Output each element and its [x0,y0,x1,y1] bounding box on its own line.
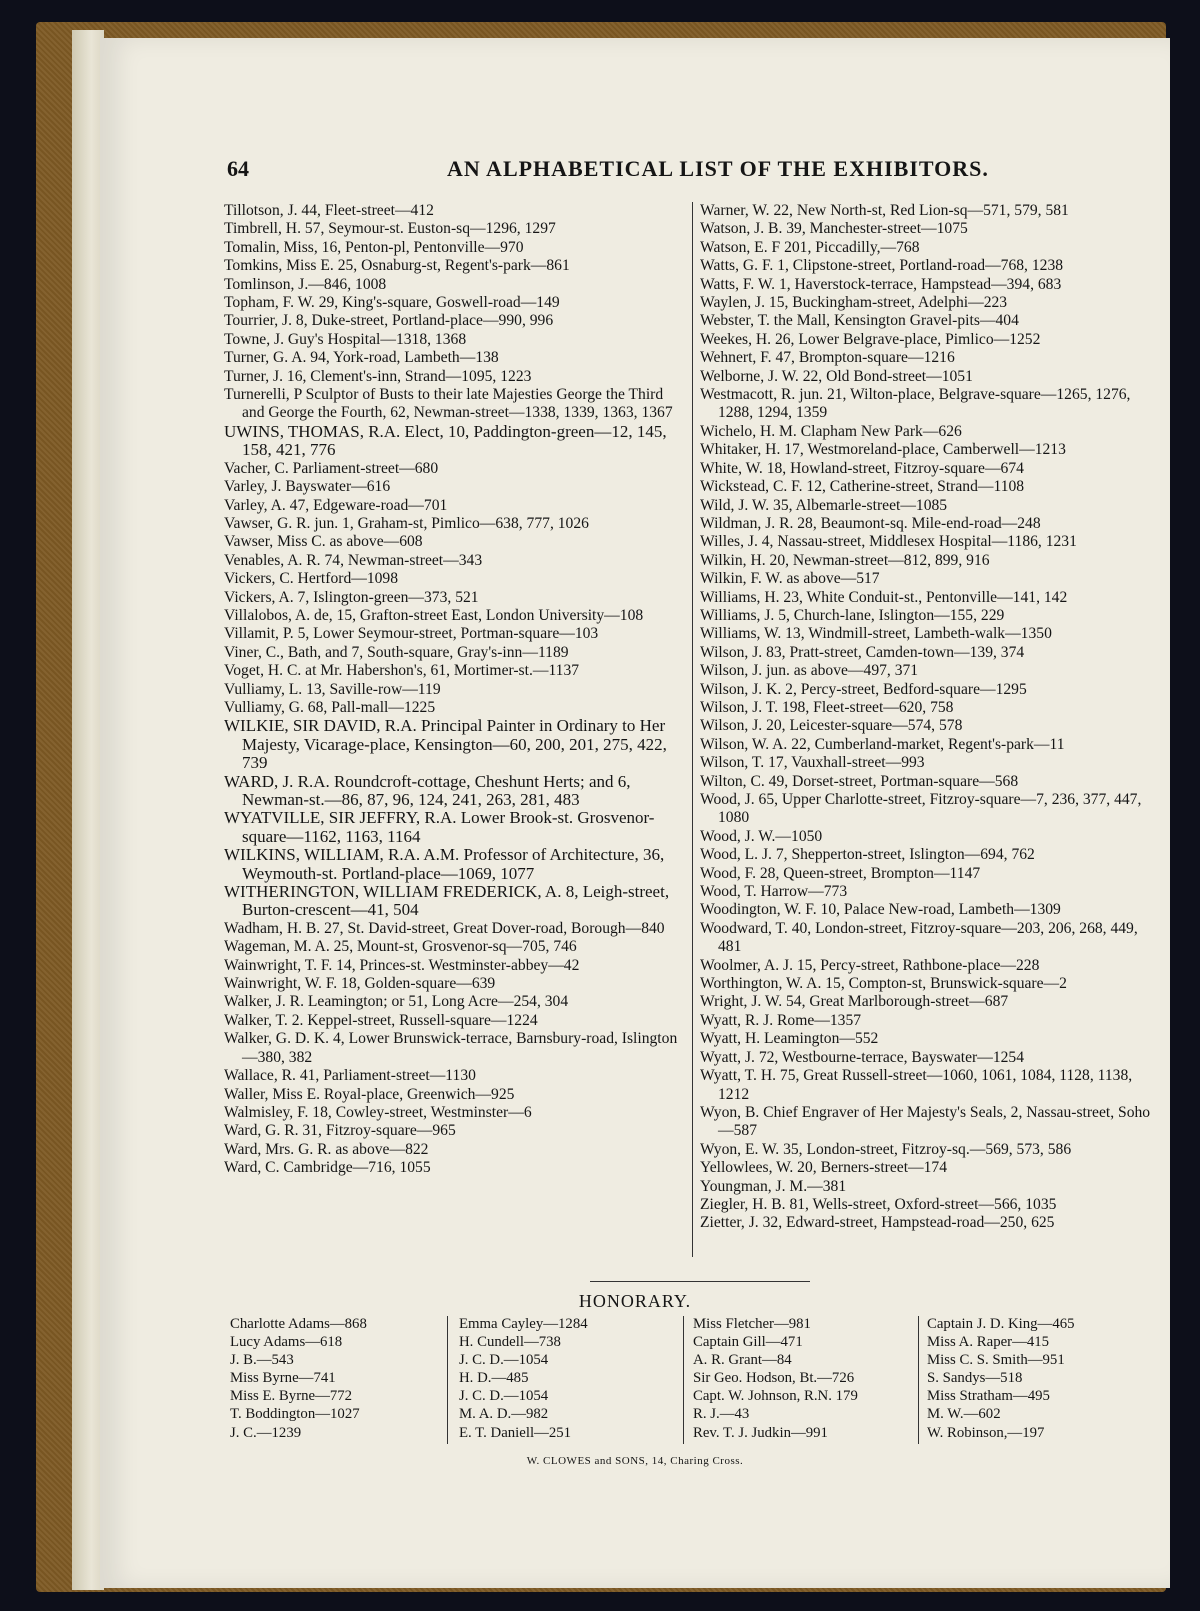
exhibitor-entry: Walker, G. D. K. 4, Lower Brunswick-terrace, Barnsbury-road, Islington—380, 382 [224,1030,678,1066]
exhibitor-entry: UWINS, THOMAS, R.A. Elect, 10, Paddington-green—12, 145, 158, 421, 776 [224,421,667,460]
exhibitor-entry: Wilson, W. A. 22, Cumberland-market, Regent's-park—11 [700,735,1065,753]
exhibitor-entry: Varley, J. Bayswater—616 [224,478,391,496]
exhibitor-entry: Wadham, H. B. 27, St. David-street, Great Dover-road, Borough—840 [224,919,665,937]
exhibitor-entry: Towne, J. Guy's Hospital—1318, 1368 [224,330,467,348]
exhibitor-entry: Walker, T. 2. Keppel-street, Russell-square—1224 [224,1011,538,1029]
exhibitor-entry: Wehnert, F. 47, Brompton-square—1216 [700,349,955,367]
exhibitor-entry: WILKIE, SIR DAVID, R.A. Principal Painter in Ordinary to Her Majesty, Vicarage-place, Kensington—60, 200, 201, 275, 422, 739 [224,716,667,773]
exhibitor-entry: Varley, A. 47, Edgeware-road—701 [224,496,448,514]
exhibitor-entry: White, W. 18, Howland-street, Fitzroy-square—674 [700,459,1024,477]
exhibitor-entry: Warner, W. 22, New North-st, Red Lion-sq—571, 579, 581 [700,202,1069,219]
exhibitor-entry: Wilson, J. jun. as above—497, 371 [700,662,919,680]
exhibitor-entry: Wageman, M. A. 25, Mount-st, Grosvenor-sq—705, 746 [224,938,577,956]
honorary-column-1 [230,1315,445,1442]
exhibitor-entry: Watts, F. W. 1, Haverstock-terrace, Hampstead—394, 683 [700,275,1062,293]
honorary-column-4 [927,1315,1152,1442]
honorary-divider [918,1316,919,1444]
exhibitor-entry: Whitaker, H. 17, Westmoreland-place, Camberwell—1213 [700,441,1066,459]
exhibitor-entry: Tomalin, Miss, 16, Penton-pl, Pentonville—970 [224,238,524,256]
exhibitor-entry: Vickers, C. Hertford—1098 [224,570,399,588]
honorary-entry: Capt. W. Johnson, R.N. 179 [693,1388,858,1405]
exhibitor-entry: Westmacott, R. jun. 21, Wilton-place, Belgrave-square—1265, 1276, 1288, 1294, 1359 [700,386,1131,422]
exhibitor-entry: Wyatt, J. 72, Westbourne-terrace, Bayswater—1254 [700,1048,1025,1066]
exhibitor-entry: Welborne, J. W. 22, Old Bond-street—1051 [700,367,973,385]
page-number: 64 [227,156,249,181]
section-rule [590,1281,810,1282]
honorary-entry: Miss A. Raper—415 [927,1334,1050,1351]
honorary-entry: Captain J. D. King—465 [927,1316,1075,1332]
exhibitor-entry: Wyatt, T. H. 75, Great Russell-street—1060, 1061, 1084, 1128, 1138, 1212 [700,1067,1133,1103]
exhibitor-entry: Wilkin, F. W. as above—517 [700,570,880,588]
exhibitor-entry: WYATVILLE, SIR JEFFRY, R.A. Lower Brook-st. Grosvenor-square—1162, 1163, 1164 [224,808,655,846]
honorary-divider [683,1316,684,1444]
exhibitor-entry: Villalobos, A. de, 15, Grafton-street East, London University—108 [224,606,644,624]
honorary-column-2 [459,1315,684,1442]
exhibitor-entry: Woodington, W. F. 10, Palace New-road, Lambeth—1309 [700,901,1061,919]
honorary-entry: Emma Cayley—1284 [459,1316,588,1332]
exhibitor-entry: Worthington, W. A. 15, Compton-st, Brunswick-square—2 [700,975,1067,993]
honorary-entry: T. Boddington—1027 [230,1406,360,1423]
page-header [227,156,1087,188]
exhibitor-entry: Watts, G. F. 1, Clipstone-street, Portland-road—768, 1238 [700,257,1064,275]
honorary-entry: H. D.—485 [459,1370,529,1387]
honorary-entry: Miss C. S. Smith—951 [927,1352,1065,1369]
exhibitor-entry: Wood, J. W.—1050 [700,827,823,845]
exhibitor-entry: Turner, J. 16, Clement's-inn, Strand—1095, 1223 [224,367,532,385]
exhibitor-entry: Wilkin, H. 20, Newman-street—812, 899, 916 [700,551,990,569]
exhibitor-entry: Tomlinson, J.—846, 1008 [224,275,387,293]
exhibitor-entry: Turner, G. A. 94, York-road, Lambeth—138 [224,349,499,367]
honorary-entry: M. W.—602 [927,1406,1001,1423]
exhibitor-entry: Wichelo, H. M. Clapham New Park—626 [700,422,962,440]
honorary-entry: Rev. T. J. Judkin—991 [693,1424,828,1441]
exhibitor-entry: Yellowlees, W. 20, Berners-street—174 [700,1159,948,1177]
exhibitor-entry: Watson, J. B. 39, Manchester-street—1075 [700,220,968,238]
exhibitor-entry: Wilson, J. 20, Leicester-square—574, 578 [700,717,963,735]
exhibitor-entry: Vickers, A. 7, Islington-green—373, 521 [224,588,479,606]
exhibitor-entry: Venables, A. R. 74, Newman-street—343 [224,551,483,569]
exhibitor-entry: Williams, H. 23, White Conduit-st., Pentonville—141, 142 [700,588,1068,606]
exhibitor-entry: Wood, F. 28, Queen-street, Brompton—1147 [700,864,981,882]
exhibitor-entry: WARD, J. R.A. Roundcroft-cottage, Cheshunt Herts; and 6, Newman-st.—86, 87, 96, 124, 241, 263, 281, 483 [224,771,631,809]
honorary-entry: Miss Fletcher—981 [693,1316,811,1332]
honorary-entry: Captain Gill—471 [693,1334,803,1351]
honorary-entry: J. C. D.—1054 [459,1352,549,1369]
exhibitor-entry: Wood, J. 65, Upper Charlotte-street, Fitzroy-square—7, 236, 377, 447, 1080 [700,791,1142,827]
exhibitor-entry: Wyatt, R. J. Rome—1357 [700,1011,862,1029]
exhibitor-entry: Waylen, J. 15, Buckingham-street, Adelphi—223 [700,294,1008,312]
honorary-entry: Miss E. Byrne—772 [230,1388,353,1405]
exhibitor-entry: Voget, H. C. at Mr. Habershon's, 61, Mortimer-st.—1137 [224,662,580,680]
honorary-entry: H. Cundell—738 [459,1334,561,1351]
exhibitor-entry: Vawser, Miss C. as above—608 [224,533,423,551]
exhibitor-entry: Villamit, P. 5, Lower Seymour-street, Portman-square—103 [224,625,599,643]
exhibitor-entry: Williams, J. 5, Church-lane, Islington—155, 229 [700,606,1005,624]
exhibitor-entry: Wright, J. W. 54, Great Marlborough-street—687 [700,993,1009,1011]
running-title: AN ALPHABETICAL LIST OF THE EXHIBITORS. [447,156,989,181]
exhibitor-entry: Vulliamy, G. 68, Pall-mall—1225 [224,698,436,716]
honorary-entry: J. C. D.—1054 [459,1388,549,1405]
exhibitor-entry: Ziegler, H. B. 81, Wells-street, Oxford-street—566, 1035 [700,1195,1057,1213]
exhibitor-entry: Wyon, E. W. 35, London-street, Fitzroy-sq.—569, 573, 586 [700,1140,1072,1158]
exhibitor-entry: Wood, L. J. 7, Shepperton-street, Islington—694, 762 [700,846,1035,864]
honorary-divider [447,1316,448,1444]
honorary-entry: J. B.—543 [230,1352,294,1369]
exhibitor-entry: Tillotson, J. 44, Fleet-street—412 [224,202,434,219]
book-page [100,38,1170,1588]
exhibitor-entry: Vacher, C. Parliament-street—680 [224,459,439,477]
exhibitor-entry: Williams, W. 13, Windmill-street, Lambeth-walk—1350 [700,625,1052,643]
exhibitor-entry: Wild, J. W. 35, Albemarle-street—1085 [700,496,948,514]
exhibitor-entry: Zietter, J. 32, Edward-street, Hampstead-road—250, 625 [700,1214,1055,1232]
exhibitor-entry: Wilson, T. 17, Vauxhall-street—993 [700,754,925,772]
exhibitor-entry: Woolmer, A. J. 15, Percy-street, Rathbone-place—228 [700,956,1040,974]
honorary-entry: Sir Geo. Hodson, Bt.—726 [693,1370,855,1387]
exhibitor-entry: Wallace, R. 41, Parliament-street—1130 [224,1067,476,1085]
exhibitor-entry: WILKINS, WILLIAM, R.A. A.M. Professor of Architecture, 36, Weymouth-st. Portland-place—1069, 1077 [224,845,665,883]
exhibitor-entry: Weekes, H. 26, Lower Belgrave-place, Pimlico—1252 [700,330,1041,348]
exhibitor-entry: Wilson, J. K. 2, Percy-street, Bedford-square—1295 [700,680,1027,698]
exhibitor-entry: Ward, Mrs. G. R. as above—822 [224,1140,429,1158]
exhibitor-entry: Turnerelli, P Sculptor of Busts to their late Majesties George the Third and George the Fourth, 62, Newman-street—1338, 1339, 1363, 1367 [224,386,673,422]
honorary-entry: E. T. Daniell—251 [459,1424,572,1441]
exhibitor-entry: Vawser, G. R. jun. 1, Graham-st, Pimlico—638, 777, 1026 [224,514,589,532]
honorary-entry: Miss Stratham—495 [927,1388,1050,1405]
honorary-entry: S. Sandys—518 [927,1370,1023,1387]
exhibitor-entry: Woodward, T. 40, London-street, Fitzroy-square—203, 206, 268, 449, 481 [700,919,1138,956]
exhibitor-entry: WITHERINGTON, WILLIAM FREDERICK, A. 8, Leigh-street, Burton-crescent—41, 504 [224,882,670,920]
honorary-heading: HONORARY. [578,1291,692,1311]
exhibitor-entry: Wickstead, C. F. 12, Catherine-street, Strand—1108 [700,478,1025,496]
exhibitor-entry: Wilson, J. 83, Pratt-street, Camden-town—139, 374 [700,643,1025,661]
printer-imprint: W. CLOWES and SONS, 14, Charing Cross. [526,1455,744,1467]
exhibitor-entry: Youngman, J. M.—381 [700,1177,847,1195]
exhibitor-entry: Walmisley, F. 18, Cowley-street, Westminster—6 [224,1103,532,1121]
exhibitor-entry: Wainwright, T. F. 14, Princes-st. Westminster-abbey—42 [224,956,580,974]
honorary-entry: A. R. Grant—84 [693,1352,792,1369]
honorary-entry: M. A. D.—982 [459,1406,549,1423]
exhibitor-entry: Ward, G. R. 31, Fitzroy-square—965 [224,1122,456,1140]
exhibitor-list-left [224,202,689,1178]
honorary-column-3 [693,1315,923,1442]
exhibitor-entry: Wainwright, W. F. 18, Golden-square—639 [224,975,496,993]
exhibitor-entry: Wyon, B. Chief Engraver of Her Majesty's Seals, 2, Nassau-street, Soho—587 [700,1103,1151,1140]
exhibitor-entry: Wood, T. Harrow—773 [700,883,848,901]
exhibitor-entry: Wilton, C. 49, Dorset-street, Portman-square—568 [700,772,1019,790]
exhibitor-entry: Topham, F. W. 29, King's-square, Goswell-road—149 [224,294,560,312]
exhibitor-list-right [700,202,1162,1233]
honorary-entry: Charlotte Adams—868 [230,1316,367,1332]
exhibitor-entry: Willes, J. 4, Nassau-street, Middlesex Hospital—1186, 1231 [700,533,1077,551]
exhibitor-entry: Tourrier, J. 8, Duke-street, Portland-place—990, 996 [224,312,554,330]
exhibitor-entry: Watson, E. F 201, Piccadilly,—768 [700,238,920,256]
exhibitor-entry: Tomkins, Miss E. 25, Osnaburg-st, Regent's-park—861 [224,257,570,275]
exhibitor-entry: Wildman, J. R. 28, Beaumont-sq. Mile-end-road—248 [700,514,1041,532]
honorary-entry: W. Robinson,—197 [927,1424,1045,1441]
exhibitor-entry: Ward, C. Cambridge—716, 1055 [224,1159,431,1177]
exhibitor-entry: Wilson, J. T. 198, Fleet-street—620, 758 [700,698,954,716]
exhibitor-entry: Wyatt, H. Leamington—552 [700,1030,879,1048]
honorary-entry: Lucy Adams—618 [230,1334,343,1351]
exhibitor-entry: Walker, J. R. Leamington; or 51, Long Acre—254, 304 [224,993,569,1011]
honorary-entry: Miss Byrne—741 [230,1370,336,1387]
exhibitor-entry: Waller, Miss E. Royal-place, Greenwich—925 [224,1085,515,1103]
exhibitor-entry: Webster, T. the Mall, Kensington Gravel-pits—404 [700,312,1019,330]
column-divider [692,202,693,1257]
exhibitor-entry: Timbrell, H. 57, Seymour-st. Euston-sq—1296, 1297 [224,220,556,238]
exhibitor-entry: Viner, C., Bath, and 7, South-square, Gray's-inn—1189 [224,643,569,661]
exhibitor-entry: Vulliamy, L. 13, Saville-row—119 [224,680,441,698]
honorary-entry: J. C.—1239 [230,1424,302,1441]
honorary-entry: R. J.—43 [693,1406,750,1423]
